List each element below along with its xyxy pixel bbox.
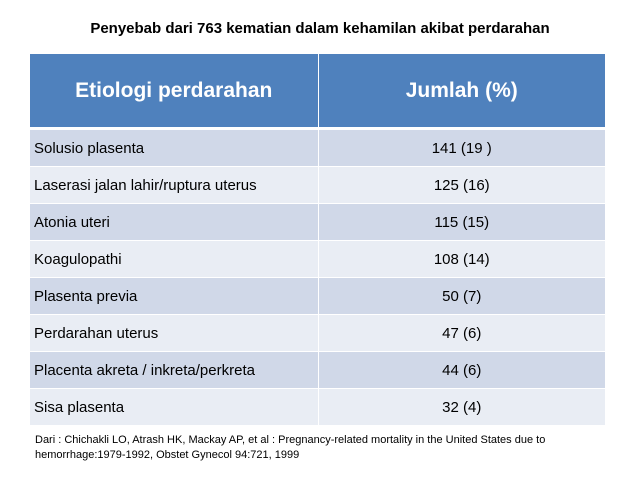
count-cell: 47 (6) bbox=[318, 315, 605, 352]
cause-cell: Koagulopathi bbox=[30, 241, 318, 278]
count-cell: 108 (14) bbox=[318, 241, 605, 278]
table-row bbox=[30, 315, 605, 352]
table-row bbox=[30, 204, 605, 241]
cause-cell: Solusio plasenta bbox=[30, 129, 318, 167]
cause-cell: Placenta akreta / inkreta/perkreta bbox=[30, 352, 318, 389]
header-etiology: Etiologi perdarahan bbox=[30, 54, 318, 129]
source-line-2: hemorrhage:1979-1992, Obstet Gynecol 94:721, 1999 bbox=[35, 449, 300, 461]
cause-cell: Atonia uteri bbox=[30, 204, 318, 241]
count-cell: 141 (19 ) bbox=[318, 129, 605, 167]
hemorrhage-causes-table bbox=[30, 54, 605, 426]
table-row bbox=[30, 241, 605, 278]
table-header-row bbox=[30, 54, 605, 129]
count-cell: 32 (4) bbox=[318, 389, 605, 426]
cause-cell: Perdarahan uterus bbox=[30, 315, 318, 352]
table-row bbox=[30, 278, 605, 315]
cause-cell: Plasenta previa bbox=[30, 278, 318, 315]
cause-cell: Laserasi jalan lahir/ruptura uterus bbox=[30, 167, 318, 204]
table-row bbox=[30, 167, 605, 204]
count-cell: 125 (16) bbox=[318, 167, 605, 204]
source-citation bbox=[35, 433, 595, 463]
header-count: Jumlah (%) bbox=[318, 54, 605, 129]
table-row bbox=[30, 129, 605, 167]
count-cell: 50 (7) bbox=[318, 278, 605, 315]
count-cell: 115 (15) bbox=[318, 204, 605, 241]
source-line-1: Dari : Chichakli LO, Atrash HK, Mackay AP, et al : Pregnancy-related mortality in the United States due to bbox=[35, 434, 546, 446]
slide-title: Penyebab dari 763 kematian dalam kehamilan akibat perdarahan bbox=[90, 20, 550, 37]
count-cell: 44 (6) bbox=[318, 352, 605, 389]
cause-cell: Sisa plasenta bbox=[30, 389, 318, 426]
table-row bbox=[30, 352, 605, 389]
table-row bbox=[30, 389, 605, 426]
